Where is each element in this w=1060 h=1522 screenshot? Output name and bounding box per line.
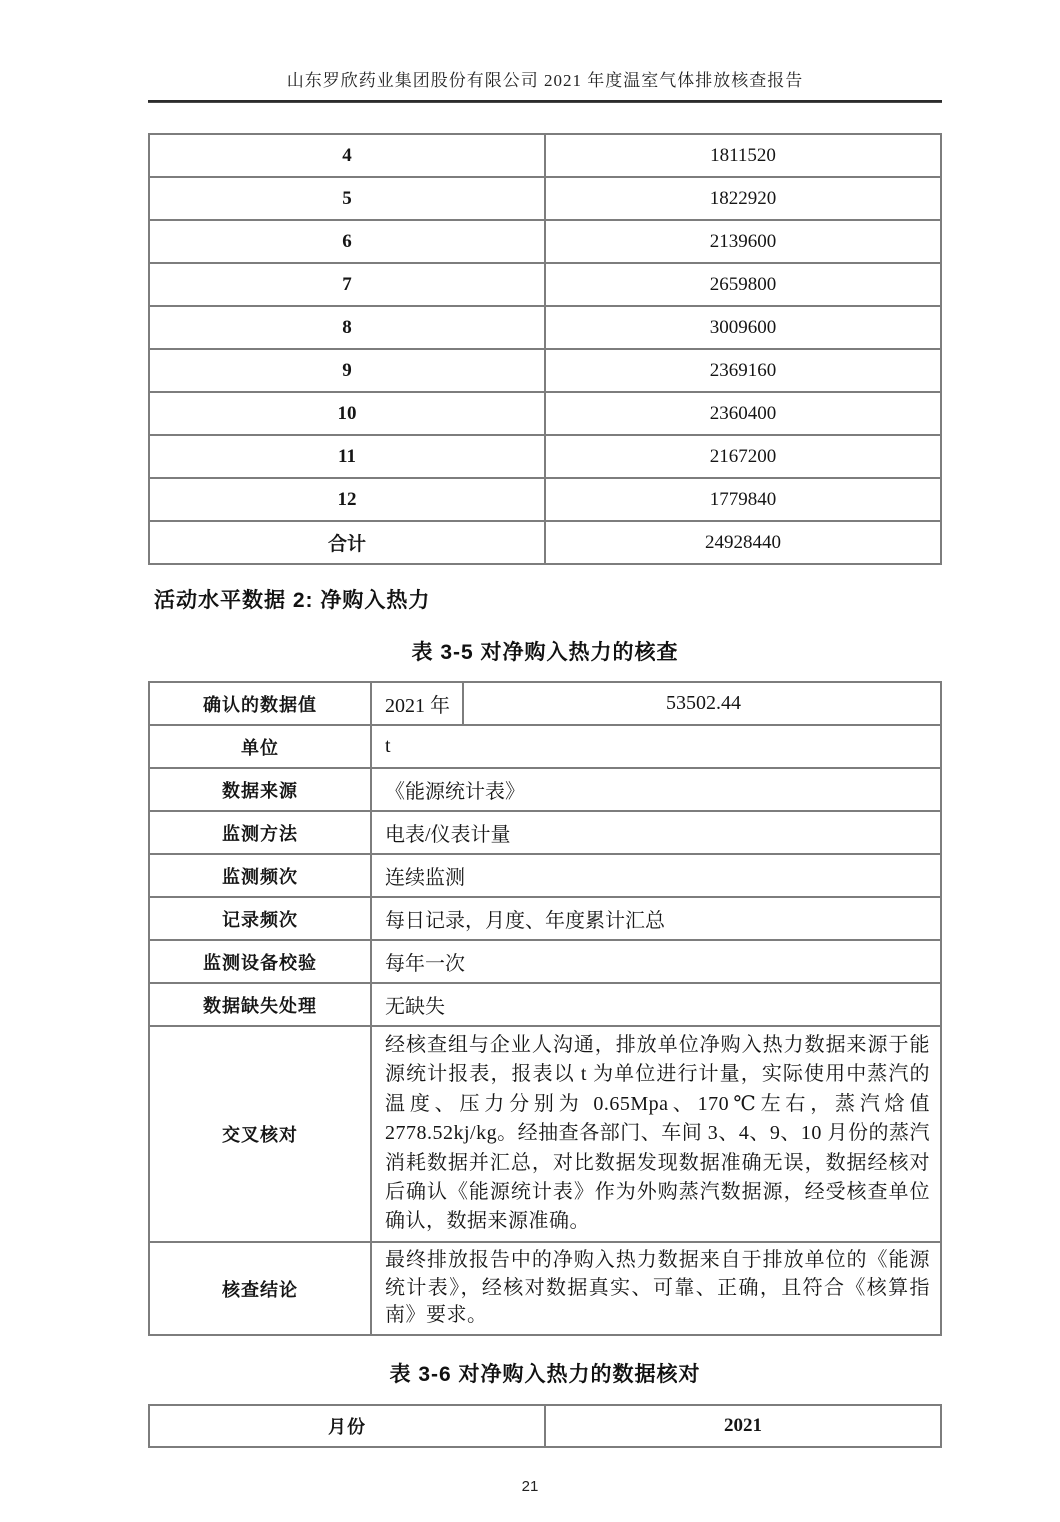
row-label: 监测设备校验	[149, 940, 371, 983]
table-row	[149, 811, 941, 854]
table-header-row	[149, 1405, 941, 1447]
value-cell: 24928440	[545, 521, 941, 564]
row-value: 《能源统计表》	[371, 768, 941, 811]
row-value: 连续监测	[371, 854, 941, 897]
table-row	[149, 349, 941, 392]
verify-table-body	[149, 682, 941, 1335]
header-divider-rule	[148, 100, 942, 103]
row-value: 经核查组与企业人沟通，排放单位净购入热力数据来源于能源统计报表，报表以 t 为单位进行计量，实际使用中蒸汽的温度、压力分别为 0.65Mpa、170℃左右，蒸汽焓值 2778.52kj/kg。经抽查各部门、车间 3、4、9、10 月份的蒸汽消耗数据并汇总，对比数据发现数据准确无误，数据经核对后确认《能源统计表》作为外购蒸汽数据源，经受核查单位确认，数据来源准确。	[371, 1026, 941, 1242]
content-area	[148, 0, 942, 1448]
month-column-header: 月份	[149, 1405, 545, 1447]
table-row	[149, 1026, 941, 1242]
row-value: 无缺失	[371, 983, 941, 1026]
row-value: 每年一次	[371, 940, 941, 983]
month-cell: 11	[149, 435, 545, 478]
table-row	[149, 306, 941, 349]
row-value: t	[371, 725, 941, 768]
row-label: 监测频次	[149, 854, 371, 897]
table-row	[149, 725, 941, 768]
year-column-header: 2021	[545, 1405, 941, 1447]
month-cell: 4	[149, 134, 545, 177]
monthly-table-body	[149, 134, 941, 564]
month-cell: 12	[149, 478, 545, 521]
confirmed-value-amount: 53502.44	[463, 682, 941, 725]
table-3-6-title: 表 3-6 对净购入热力的数据核对	[389, 1363, 701, 1387]
value-cell: 1822920	[545, 177, 941, 220]
table-row	[149, 897, 941, 940]
page-number: 21	[521, 1478, 539, 1496]
document-header-title: 山东罗欣药业集团股份有限公司 2021 年度温室气体排放核查报告	[286, 71, 804, 90]
value-cell: 1811520	[545, 134, 941, 177]
month-cell: 5	[149, 177, 545, 220]
table-row	[149, 682, 941, 725]
table-row	[149, 521, 941, 564]
row-value: 最终排放报告中的净购入热力数据来自于排放单位的《能源统计表》，经核对数据真实、可靠、正确，且符合《核算指南》要求。	[371, 1242, 941, 1335]
table-row	[149, 983, 941, 1026]
monthly-heat-data-table	[148, 133, 942, 565]
table-row	[149, 392, 941, 435]
table-row	[149, 220, 941, 263]
row-label: 监测方法	[149, 811, 371, 854]
table-row	[149, 768, 941, 811]
row-label: 数据缺失处理	[149, 983, 371, 1026]
table-row	[149, 940, 941, 983]
month-cell: 7	[149, 263, 545, 306]
section-heading-activity-data-2: 活动水平数据 2: 净购入热力	[154, 589, 431, 612]
value-cell: 2167200	[545, 435, 941, 478]
table-row	[149, 478, 941, 521]
row-label: 数据来源	[149, 768, 371, 811]
row-value: 每日记录，月度、年度累计汇总	[371, 897, 941, 940]
table-row	[149, 177, 941, 220]
row-label: 单位	[149, 725, 371, 768]
table-row	[149, 435, 941, 478]
row-value: 电表/仪表计量	[371, 811, 941, 854]
month-cell: 6	[149, 220, 545, 263]
value-cell: 1779840	[545, 478, 941, 521]
value-cell: 2139600	[545, 220, 941, 263]
month-cell: 9	[149, 349, 545, 392]
heat-data-check-table	[148, 1404, 942, 1448]
row-label: 记录频次	[149, 897, 371, 940]
table-row	[149, 854, 941, 897]
month-cell: 10	[149, 392, 545, 435]
table-3-5-title: 表 3-5 对净购入热力的核查	[411, 641, 679, 664]
month-cell: 8	[149, 306, 545, 349]
value-cell: 2659800	[545, 263, 941, 306]
value-cell: 2369160	[545, 349, 941, 392]
table-row	[149, 1242, 941, 1335]
heat-verification-table	[148, 681, 942, 1336]
month-cell: 合计	[149, 521, 545, 564]
confirmed-value-label: 确认的数据值	[149, 682, 371, 725]
confirmed-value-year: 2021 年	[371, 682, 463, 725]
value-cell: 3009600	[545, 306, 941, 349]
table-row	[149, 134, 941, 177]
table-row	[149, 263, 941, 306]
row-label: 核查结论	[149, 1242, 371, 1335]
row-label: 交叉核对	[149, 1026, 371, 1242]
value-cell: 2360400	[545, 392, 941, 435]
check-table-body	[149, 1405, 941, 1447]
